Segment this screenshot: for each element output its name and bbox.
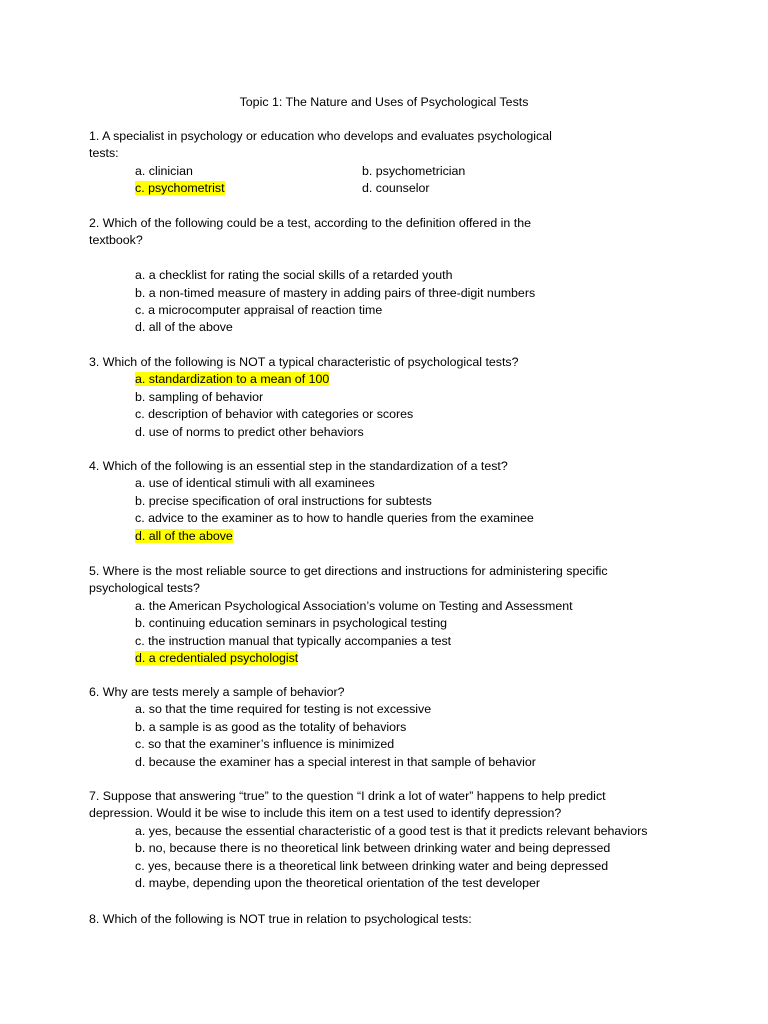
- question-2-option-a: a. a checklist for rating the social skills of a retarded youth: [135, 268, 453, 283]
- question-6-option-b: b. a sample is as good as the totality of behaviors: [135, 719, 407, 734]
- question-7-option-d: d. maybe, depending upon the theoretical orientation of the test developer: [135, 876, 541, 891]
- question-3: [89, 354, 689, 441]
- question-1-option-a: a. clinician: [135, 163, 193, 178]
- question-7: [89, 788, 689, 892]
- question-7-option-a: a. yes, because the essential characteristic of a good test is that it predicts relevant behaviors: [135, 823, 648, 838]
- question-4-stem: 4. Which of the following is an essential step in the standardization of a test?: [89, 459, 508, 473]
- question-7-stem-line-1: 7. Suppose that answering “true” to the question “I drink a lot of water” happens to help predict: [89, 789, 606, 803]
- question-1-stem-line-1: 1. A specialist in psychology or education who develops and evaluates psychological: [89, 129, 552, 143]
- question-3-option-b: b. sampling of behavior: [135, 389, 264, 404]
- question-2: [89, 215, 689, 337]
- question-8-stem: 8. Which of the following is NOT true in relation to psychological tests:: [89, 912, 472, 926]
- question-2-stem-line-2: textbook?: [89, 233, 143, 248]
- question-3-stem: 3. Which of the following is NOT a typical characteristic of psychological tests?: [89, 355, 519, 369]
- question-5-option-c: c. the instruction manual that typically accompanies a test: [135, 633, 452, 648]
- question-5-stem-line-2: psychological tests?: [89, 581, 200, 596]
- question-7-stem-line-2: depression. Would it be wise to include this item on a test used to identify depression?: [89, 806, 562, 821]
- question-5-stem-line-1: 5. Where is the most reliable source to get directions and instructions for administering specific: [89, 564, 608, 578]
- question-6-option-d: d. because the examiner has a special interest in that sample of behavior: [135, 754, 536, 769]
- document-title: Topic 1: The Nature and Uses of Psychological Tests: [239, 95, 529, 109]
- question-1-option-c-highlighted: c. psychometrist: [135, 181, 225, 196]
- question-4-option-c: c. advice to the examiner as to how to handle queries from the examinee: [135, 511, 534, 526]
- question-4-option-d-highlighted: d. all of the above: [135, 528, 233, 543]
- question-4-option-a: a. use of identical stimuli with all examinees: [135, 476, 375, 491]
- question-3-option-c: c. description of behavior with categories or scores: [135, 407, 414, 422]
- question-3-option-d: d. use of norms to predict other behaviors: [135, 424, 364, 439]
- question-5-option-a: a. the American Psychological Association’s volume on Testing and Assessment: [135, 598, 573, 613]
- question-6-option-a: a. so that the time required for testing is not excessive: [135, 702, 432, 717]
- question-4-option-b: b. precise specification of oral instructions for subtests: [135, 493, 432, 508]
- question-8: [89, 911, 689, 928]
- question-6: [89, 684, 689, 771]
- question-5: [89, 563, 689, 667]
- question-6-option-c: c. so that the examiner’s influence is minimized: [135, 737, 395, 752]
- question-5-option-d-highlighted: d. a credentialed psychologist: [135, 651, 299, 666]
- question-3-option-a-highlighted: a. standardization to a mean of 100: [135, 372, 330, 387]
- question-7-option-b: b. no, because there is no theoretical link between drinking water and being depressed: [135, 841, 611, 856]
- question-4: [89, 458, 689, 545]
- question-1-option-d: d. counselor: [362, 181, 430, 196]
- question-2-option-d: d. all of the above: [135, 320, 233, 335]
- question-2-stem-line-1: 2. Which of the following could be a test, according to the definition offered in the: [89, 216, 531, 230]
- question-5-option-b: b. continuing education seminars in psychological testing: [135, 616, 448, 631]
- question-7-option-c: c. yes, because there is a theoretical link between drinking water and being depressed: [135, 858, 609, 873]
- question-1-options: [135, 163, 689, 198]
- question-1-stem-line-2: tests:: [89, 146, 119, 161]
- question-1-option-b: b. psychometrician: [362, 163, 466, 178]
- question-6-stem: 6. Why are tests merely a sample of behavior?: [89, 685, 345, 699]
- question-2-option-b: b. a non-timed measure of mastery in adding pairs of three-digit numbers: [135, 285, 536, 300]
- question-1: [89, 128, 689, 198]
- question-2-option-c: c. a microcomputer appraisal of reaction time: [135, 303, 383, 318]
